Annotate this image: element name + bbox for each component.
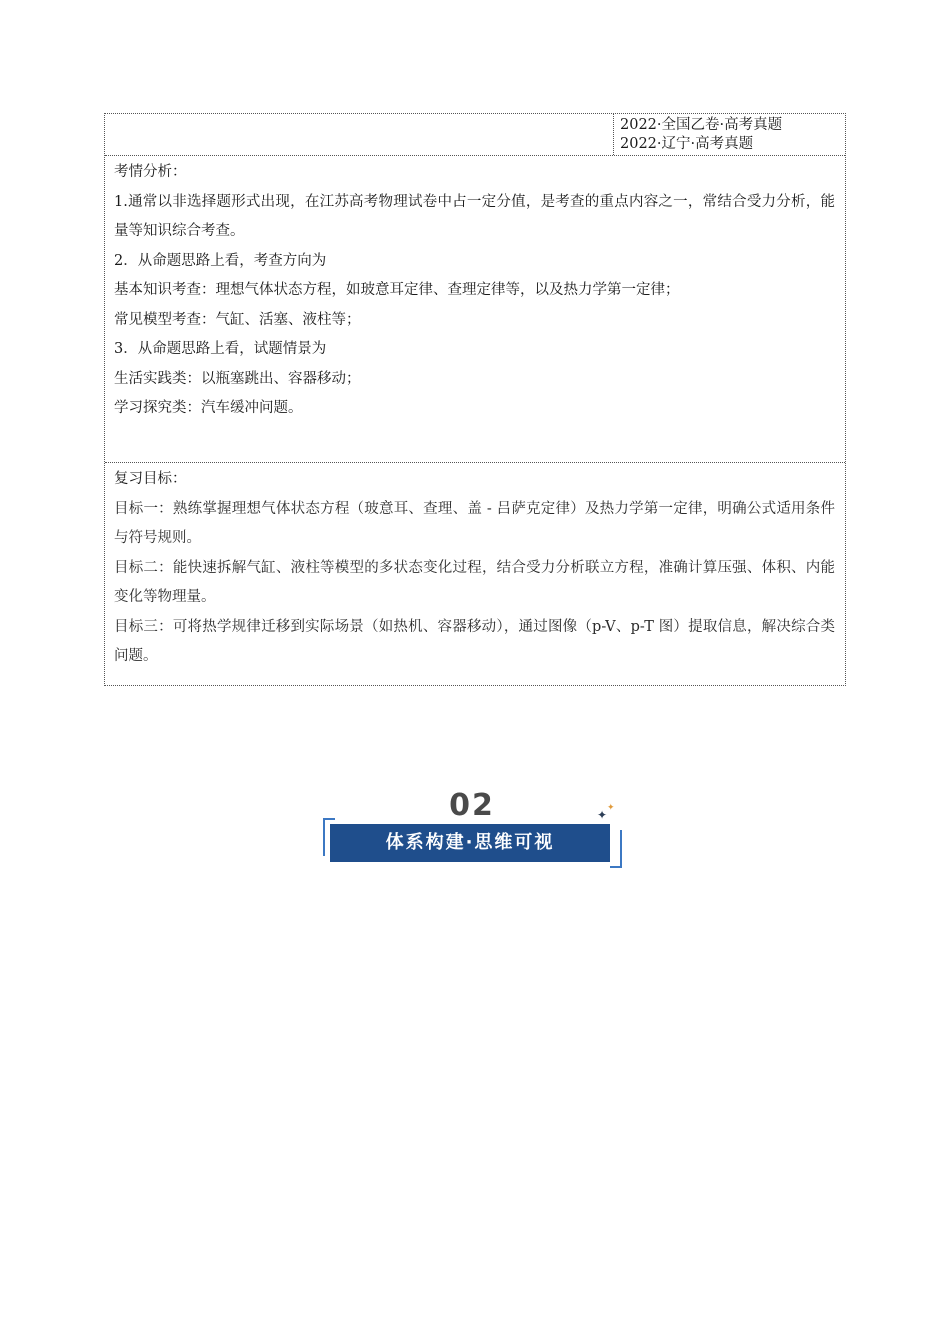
goal-item-3: 目标三：可将热学规律迁移到实际场景（如热机、容器移动），通过图像（p-V、p-T 图）提取信息，解决综合类问题。 [114,618,835,664]
sparkle-icon: ✦ [597,808,608,822]
goal-item-2: 目标二：能快速拆解气缸、液柱等模型的多状态变化过程，结合受力分析联立方程，准确计算压强、体积、内能变化等物理量。 [114,559,835,605]
source-item: 2022·全国乙卷·高考真题 [620,117,783,133]
analysis-heading: 考情分析： [114,164,187,180]
source-item: 2022·辽宁·高考真题 [620,136,754,152]
table-header-row [105,114,845,156]
analysis-study-inquiry: 学习探究类：汽车缓冲问题。 [114,400,303,416]
section-number: 02 [449,788,495,823]
empty-cell [105,114,614,155]
bracket-right-decoration [610,830,622,868]
goals-heading: 复习目标： [114,471,187,487]
section-banner [320,788,624,872]
analysis-basic-knowledge: 基本知识考查：理想气体状态方程，如玻意耳定律、查理定律等，以及热力学第一定律； [114,282,680,298]
source-cell [614,114,845,155]
sparkle-icon: ✦ [607,803,615,813]
analysis-point-3-title: 3．从命题思路上看，试题情景为 [114,341,327,357]
analysis-section [105,156,845,463]
section-title: 体系构建·思维可视 [330,824,610,862]
analysis-point-1: 1.通常以非选择题形式出现，在江苏高考物理试卷中占一定分值，是考查的重点内容之一，常结合受力分析，能量等知识综合考查。 [114,193,835,239]
goal-item-1: 目标一：熟练掌握理想气体状态方程（玻意耳、查理、盖 - 吕萨克定律）及热力学第一定律，明确公式适用条件与符号规则。 [114,500,835,546]
analysis-life-practice: 生活实践类：以瓶塞跳出、容器移动； [114,370,361,387]
analysis-common-models: 常见模型考查：气缸、活塞、液柱等； [114,311,361,328]
exam-analysis-table [104,113,846,686]
goals-section [105,463,845,685]
analysis-point-2-title: 2．从命题思路上看，考查方向为 [114,252,327,269]
